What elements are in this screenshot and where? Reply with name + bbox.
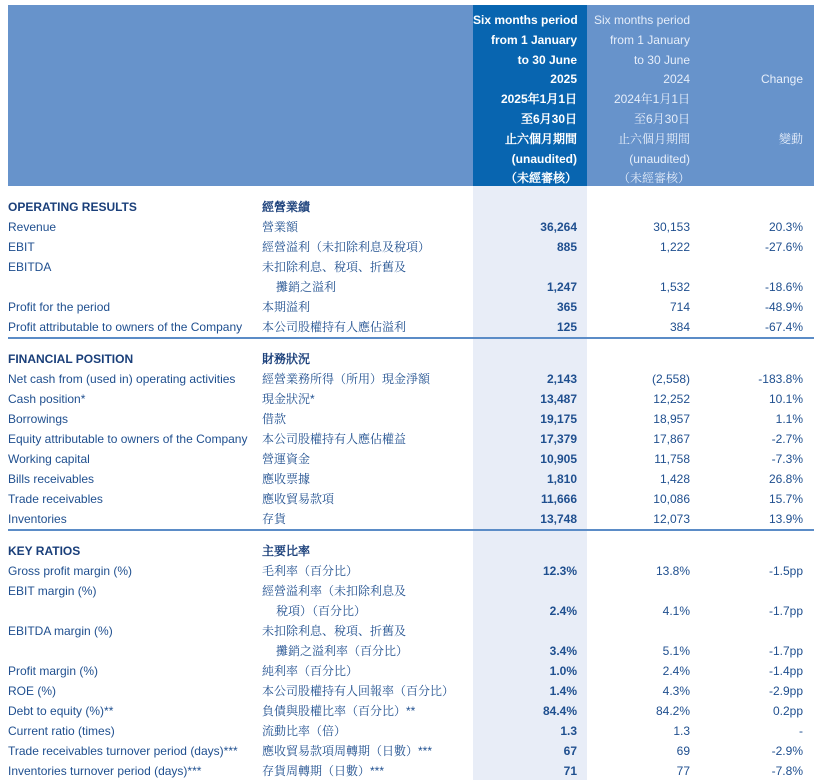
section-header xyxy=(8,197,814,217)
value-2024: 84.2% xyxy=(655,704,690,718)
section-title-en: KEY RATIOS xyxy=(8,544,81,558)
header-line: 止六個月期間 xyxy=(504,131,577,146)
value-change: -2.9pp xyxy=(768,684,803,698)
table-row xyxy=(8,429,814,449)
row-label-zh: 經營溢利率（未扣除利息及 xyxy=(262,584,407,598)
value-2025: 13,487 xyxy=(540,392,577,406)
value-2025: 125 xyxy=(556,320,577,334)
table-row xyxy=(8,237,814,257)
table-row xyxy=(8,409,814,429)
value-change: -2.9% xyxy=(771,744,803,758)
table-row xyxy=(8,681,814,701)
row-label-zh: 應收貿易款項周轉期（日數）*** xyxy=(262,744,433,758)
row-label-en-blank xyxy=(8,601,262,621)
value-change: -183.8% xyxy=(758,372,803,386)
row-label-en: Profit attributable to owners of the Company xyxy=(8,320,243,334)
row-label-en: Inventories xyxy=(8,512,67,526)
value-2025: 1.3 xyxy=(560,724,577,738)
value-2024: 5.1% xyxy=(662,644,690,658)
header-line: Change xyxy=(760,72,803,87)
value-change: 20.3% xyxy=(768,220,803,234)
row-label-en-blank xyxy=(8,277,262,297)
row-label-en: Profit for the period xyxy=(8,300,111,314)
header-line: （未經審核） xyxy=(617,171,690,186)
row-label-zh: 營業額 xyxy=(262,220,299,234)
table-row xyxy=(8,257,814,277)
row-label-en-blank xyxy=(8,641,262,661)
row-label-zh: 毛利率（百分比） xyxy=(262,564,359,578)
header-col-2024 xyxy=(587,5,700,186)
value-change: -7.8% xyxy=(771,764,803,778)
section-title-zh: 經營業績 xyxy=(262,200,311,214)
row-label-zh-continued: 攤銷之溢利率（百分比） xyxy=(276,644,409,658)
row-label-en: Cash position* xyxy=(8,392,86,406)
value-change: -7.3% xyxy=(771,452,803,466)
header-line: (unaudited) xyxy=(629,151,690,166)
value-change: -48.9% xyxy=(764,300,803,314)
value-2025: 885 xyxy=(556,240,577,254)
row-label-zh: 存貨周轉期（日數）*** xyxy=(262,764,385,778)
header-line: Six months period xyxy=(473,13,578,27)
row-label-en: Current ratio (times) xyxy=(8,724,115,738)
header-line: (unaudited) xyxy=(511,151,577,166)
value-change: 26.8% xyxy=(768,472,803,486)
value-change: 13.9% xyxy=(768,512,803,526)
value-2025: 1.4% xyxy=(549,684,577,698)
header-line: to 30 June xyxy=(633,52,690,67)
header-line: 2025年1月1日 xyxy=(500,92,577,107)
value-2024: 12,252 xyxy=(653,392,690,406)
row-label-zh: 未扣除利息、稅項、折舊及 xyxy=(262,260,407,274)
row-label-zh: 現金狀況* xyxy=(262,392,315,406)
row-label-zh: 經營業務所得（所用）現金淨額 xyxy=(262,372,431,386)
section-title-en: OPERATING RESULTS xyxy=(8,200,137,214)
value-2025: 2.4% xyxy=(549,604,577,618)
header-line: from 1 January xyxy=(609,32,690,47)
row-label-en: Profit margin (%) xyxy=(8,664,99,678)
row-label-zh-continued: 攤銷之溢利 xyxy=(276,280,337,294)
table-row xyxy=(8,661,814,681)
table-row xyxy=(8,469,814,489)
header-line: Six months period xyxy=(593,13,690,27)
value-2024: 1,428 xyxy=(659,472,690,486)
table-row xyxy=(8,297,814,317)
header-line: （未經審核） xyxy=(504,171,577,186)
row-label-en: Inventories turnover period (days)*** xyxy=(8,764,202,778)
row-label-zh: 本公司股權持有人回報率（百分比） xyxy=(262,684,455,698)
header-line: to 30 June xyxy=(517,52,577,67)
header-col-2025 xyxy=(473,5,587,186)
value-2024: 17,867 xyxy=(653,432,690,446)
header-line: 2024年1月1日 xyxy=(613,92,690,107)
header-line xyxy=(700,11,803,31)
value-change: -18.6% xyxy=(764,280,803,294)
table-row xyxy=(8,489,814,509)
section-title-zh: 財務狀況 xyxy=(262,352,311,366)
value-2024: 384 xyxy=(669,320,690,334)
section-header xyxy=(8,541,814,561)
table-row xyxy=(8,389,814,409)
table-row xyxy=(8,701,814,721)
row-label-zh: 未扣除利息、稅項、折舊及 xyxy=(262,624,407,638)
row-label-en: Trade receivables turnover period (days)*** xyxy=(8,744,238,758)
row-label-zh: 營運資金 xyxy=(262,452,311,466)
row-label-en: EBIT margin (%) xyxy=(8,584,97,598)
row-label-zh: 流動比率（倍） xyxy=(262,724,347,738)
table-row xyxy=(8,721,814,741)
value-2024: 10,086 xyxy=(653,492,690,506)
table-body xyxy=(8,187,814,781)
row-label-zh: 本公司股權持有人應佔溢利 xyxy=(262,320,407,334)
header-line: 止六個月期間 xyxy=(617,131,690,146)
value-2025: 12.3% xyxy=(542,564,577,578)
row-label-en: Net cash from (used in) operating activities xyxy=(8,372,236,386)
row-label-zh: 純利率（百分比） xyxy=(262,664,359,678)
value-change: -1.5pp xyxy=(768,564,803,578)
table-header xyxy=(8,5,814,186)
header-line xyxy=(700,31,803,51)
value-change: - xyxy=(799,724,803,738)
table-row xyxy=(8,561,814,581)
table-row xyxy=(8,449,814,469)
header-line xyxy=(700,110,803,130)
row-label-en: Trade receivables xyxy=(8,492,103,506)
row-label-zh: 經營溢利（未扣除利息及稅項） xyxy=(262,240,431,254)
section-operating-results xyxy=(8,187,814,339)
value-change: 1.1% xyxy=(775,412,803,426)
table-row xyxy=(8,217,814,237)
row-label-zh: 存貨 xyxy=(262,512,287,526)
value-change: -1.7pp xyxy=(768,604,803,618)
row-label-zh: 應收票據 xyxy=(262,472,311,486)
value-2025: 3.4% xyxy=(549,644,577,658)
row-label-en: EBITDA xyxy=(8,260,52,274)
value-2025: 17,379 xyxy=(540,432,577,446)
row-label-zh: 負債與股權比率（百分比）** xyxy=(262,704,416,718)
value-2024: 4.1% xyxy=(662,604,690,618)
value-2024: 30,153 xyxy=(653,220,690,234)
header-line xyxy=(700,90,803,110)
section-title-zh: 主要比率 xyxy=(262,544,311,558)
row-label-en: Bills receivables xyxy=(8,472,95,486)
row-label-en: Debt to equity (%)** xyxy=(8,704,114,718)
header-line xyxy=(700,150,803,170)
row-label-en: Revenue xyxy=(8,220,57,234)
section-title-en: FINANCIAL POSITION xyxy=(8,352,134,366)
value-change: 0.2pp xyxy=(772,704,803,718)
header-line: 2024 xyxy=(663,72,690,87)
value-2025: 13,748 xyxy=(540,512,577,526)
section-header xyxy=(8,349,814,369)
table-row xyxy=(8,741,814,761)
table-row xyxy=(8,621,814,641)
value-2025: 10,905 xyxy=(540,452,577,466)
table-row-continued xyxy=(8,601,814,621)
value-change: -2.7% xyxy=(771,432,803,446)
row-label-zh-continued: 稅項）（百分比） xyxy=(276,604,367,618)
value-2025: 36,264 xyxy=(540,220,577,234)
row-label-zh: 本期溢利 xyxy=(262,300,311,314)
table-row xyxy=(8,761,814,781)
row-label-en: ROE (%) xyxy=(8,684,56,698)
value-2024: 1.3 xyxy=(673,724,690,738)
table-row xyxy=(8,581,814,601)
value-2025: 1.0% xyxy=(549,664,577,678)
value-2024: 18,957 xyxy=(653,412,690,426)
row-label-zh: 借款 xyxy=(262,412,287,426)
table-row xyxy=(8,509,814,529)
table-row xyxy=(8,317,814,337)
row-label-zh: 應收貿易款項 xyxy=(262,492,335,506)
value-2024: 13.8% xyxy=(655,564,690,578)
section-financial-position xyxy=(8,339,814,531)
value-2024: 2.4% xyxy=(662,664,690,678)
value-2025: 11,666 xyxy=(540,492,577,506)
table-row-continued xyxy=(8,641,814,661)
value-change: -27.6% xyxy=(764,240,803,254)
value-2024: 1,222 xyxy=(659,240,690,254)
row-label-zh: 本公司股權持有人應佔權益 xyxy=(262,432,407,446)
table-row-continued xyxy=(8,277,814,297)
header-line: 2025 xyxy=(550,72,577,87)
header-line xyxy=(700,51,803,71)
row-label-en: Equity attributable to owners of the Company xyxy=(8,432,248,446)
value-change: -67.4% xyxy=(764,320,803,334)
value-2025: 2,143 xyxy=(546,372,577,386)
row-label-en: Borrowings xyxy=(8,412,69,426)
value-change: 10.1% xyxy=(768,392,803,406)
value-2025: 1,810 xyxy=(546,472,577,486)
row-label-en: Working capital xyxy=(8,452,90,466)
value-2024: 1,532 xyxy=(659,280,690,294)
header-col-change xyxy=(700,5,814,186)
value-2024: 11,758 xyxy=(654,452,690,466)
value-2024: 77 xyxy=(676,764,690,778)
header-line: 至6月30日 xyxy=(520,111,577,126)
value-2024: 12,073 xyxy=(653,512,690,526)
value-2024: 4.3% xyxy=(662,684,690,698)
value-2025: 19,175 xyxy=(540,412,577,426)
row-label-en: EBITDA margin (%) xyxy=(8,624,113,638)
header-line: from 1 January xyxy=(490,32,577,47)
value-2024: (2,558) xyxy=(651,372,690,386)
header-line: 變動 xyxy=(778,131,803,146)
value-2025: 67 xyxy=(563,744,577,758)
section-key-ratios xyxy=(8,531,814,781)
value-2025: 71 xyxy=(563,764,577,778)
value-change: -1.4pp xyxy=(768,664,803,678)
value-2024: 714 xyxy=(669,300,690,314)
table-row xyxy=(8,369,814,389)
value-2025: 84.4% xyxy=(542,704,577,718)
row-label-en: EBIT xyxy=(8,240,35,254)
value-2025: 1,247 xyxy=(546,280,577,294)
header-line: 至6月30日 xyxy=(633,111,690,126)
value-change: -1.7pp xyxy=(768,644,803,658)
value-change: 15.7% xyxy=(768,492,803,506)
value-2024: 69 xyxy=(676,744,690,758)
value-2025: 365 xyxy=(556,300,577,314)
row-label-en: Gross profit margin (%) xyxy=(8,564,133,578)
